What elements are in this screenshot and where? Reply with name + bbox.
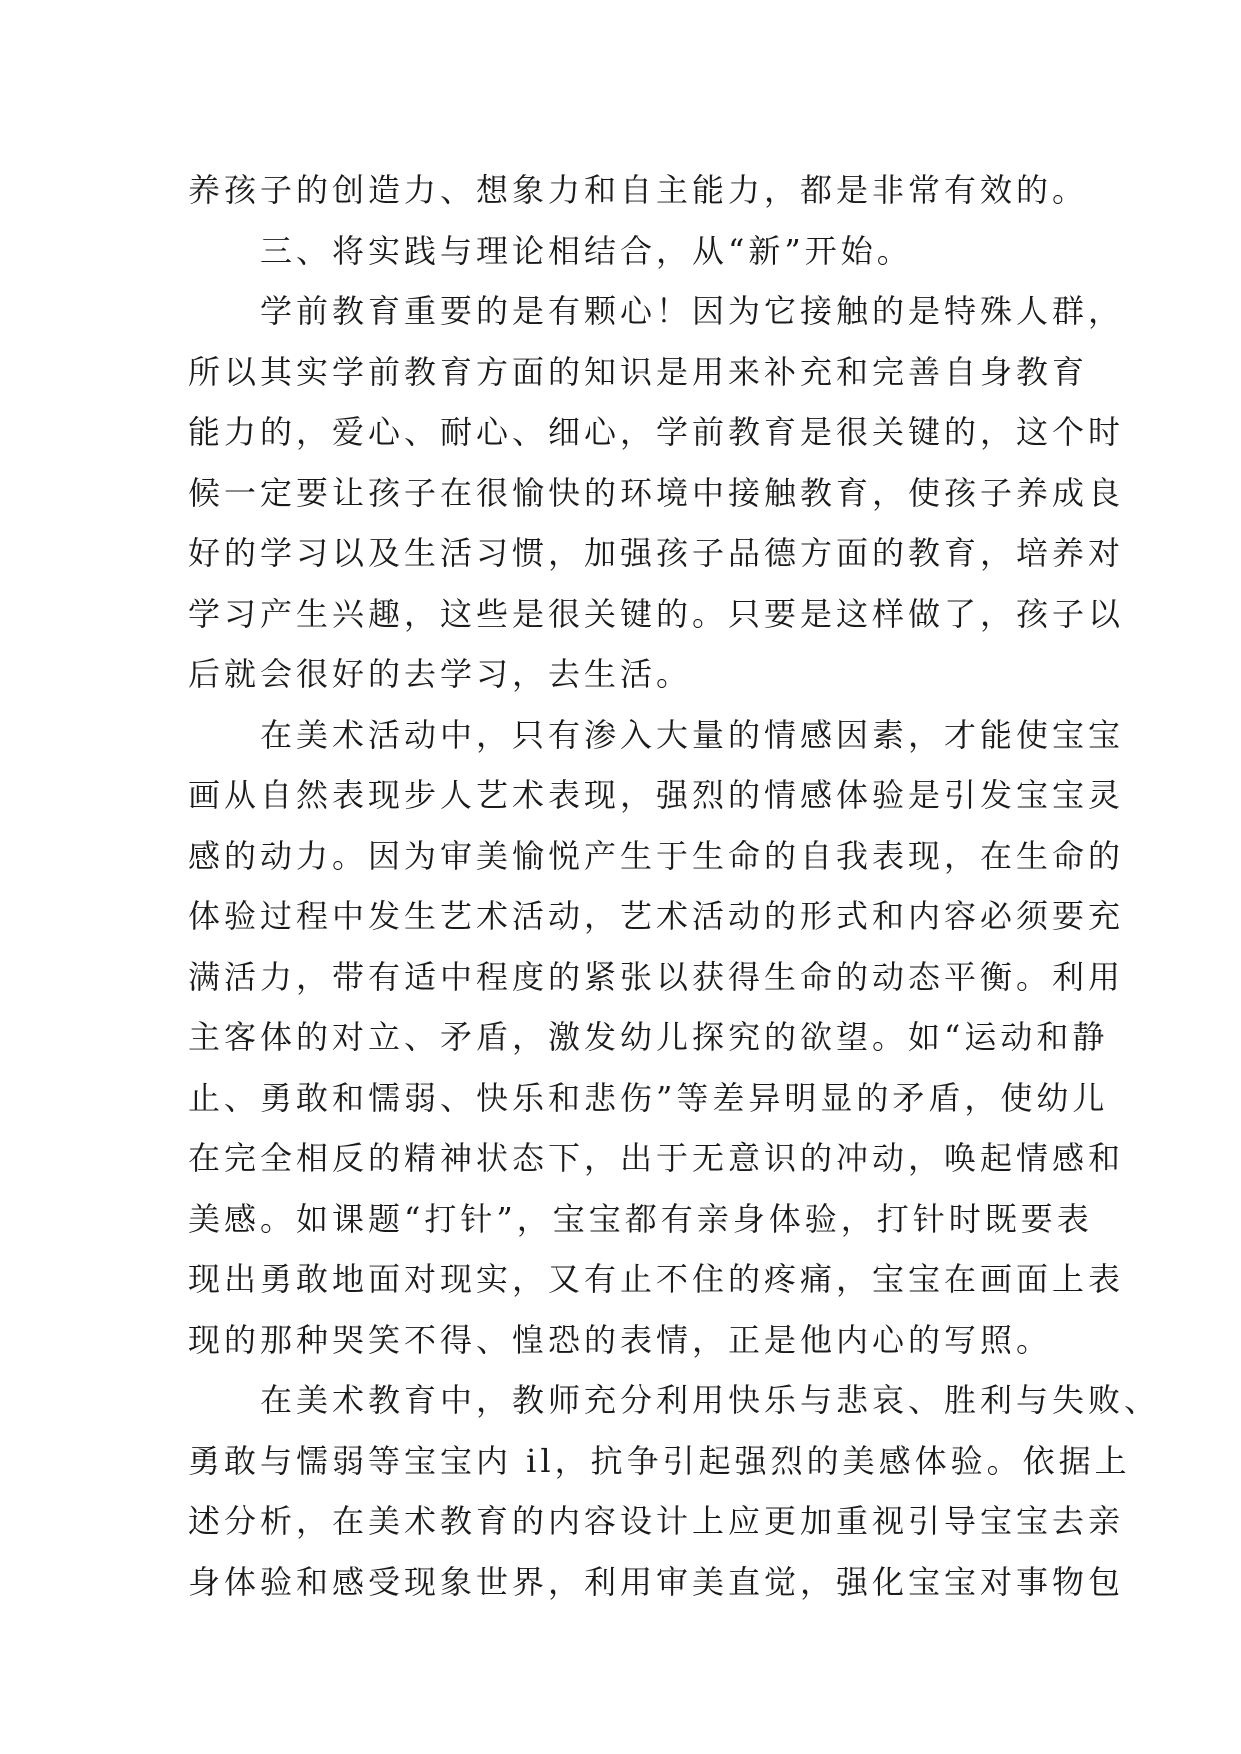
paragraph-1 [188, 160, 1089, 221]
section-heading: 三、将实践与理论相结合，从“新”开始。 [188, 231, 913, 270]
text-line: 在美术活动中，只有渗入大量的情感因素，才能使宝宝 [188, 715, 1125, 754]
text-line: 止、勇敢和懦弱、快乐和悲伤”等差异明显的矛盾，使幼儿 [188, 1078, 1109, 1117]
document-body [188, 160, 1161, 1612]
text-line: 后就会很好的去学习，去生活。 [188, 655, 693, 693]
text-line: 所以其实学前教育方面的知识是用来补充和完善自身教育 [188, 352, 1089, 391]
text-line: 感的动力。因为审美愉悦产生于生命的自我表现，在生命的 [188, 836, 1125, 875]
text-line: 学前教育重要的是有颗心！因为它接触的是特殊人群， [188, 292, 1125, 330]
paragraph-3 [188, 281, 1125, 705]
paragraph-5 [188, 1370, 1161, 1612]
text-line: 现的那种哭笑不得、惶恐的表情，正是他内心的写照。 [188, 1320, 1053, 1359]
text-line: 在完全相反的精神状态下，出于无意识的冲动，唤起情感和 [188, 1139, 1125, 1177]
text-line: 满活力，带有适中程度的紧张以获得生命的动态平衡。利用 [188, 957, 1125, 996]
text-line: 体验过程中发生艺术活动，艺术活动的形式和内容必须要充 [188, 897, 1125, 935]
text-line: 养孩子的创造力、想象力和自主能力，都是非常有效的。 [188, 171, 1089, 209]
text-line: 身体验和感受现象世界，利用审美直觉，强化宝宝对事物包 [188, 1562, 1125, 1601]
text-line: 学习产生兴趣，这些是很关键的。只要是这样做了，孩子以 [188, 594, 1125, 633]
text-line: 画从自然表现步人艺术表现，强烈的情感体验是引发宝宝灵 [188, 776, 1125, 814]
paragraph-4 [188, 705, 1125, 1371]
paragraph-2-heading [188, 221, 1068, 282]
text-line: 美感。如课题“打针”，宝宝都有亲身体验，打针时既要表 [188, 1199, 1093, 1238]
text-line: 能力的，爱心、耐心、细心，学前教育是很关键的，这个时 [188, 413, 1125, 451]
text-line: 候一定要让孩子在很愉快的环境中接触教育，使孩子养成良 [188, 473, 1125, 512]
text-line: 在美术教育中，教师充分利用快乐与悲哀、胜利与失败、 [188, 1381, 1161, 1419]
text-line: 勇敢与懦弱等宝宝内 il，抗争引起强烈的美感体验。依据上 [188, 1441, 1131, 1480]
text-line: 主客体的对立、矛盾，激发幼儿探究的欲望。如“运动和静 [188, 1018, 1109, 1056]
text-line: 好的学习以及生活习惯，加强孩子品德方面的教育，培养对 [188, 534, 1125, 572]
text-line: 述分析，在美术教育的内容设计上应更加重视引导宝宝去亲 [188, 1502, 1125, 1540]
text-line: 现出勇敢地面对现实，又有止不住的疼痛，宝宝在画面上表 [188, 1260, 1125, 1298]
